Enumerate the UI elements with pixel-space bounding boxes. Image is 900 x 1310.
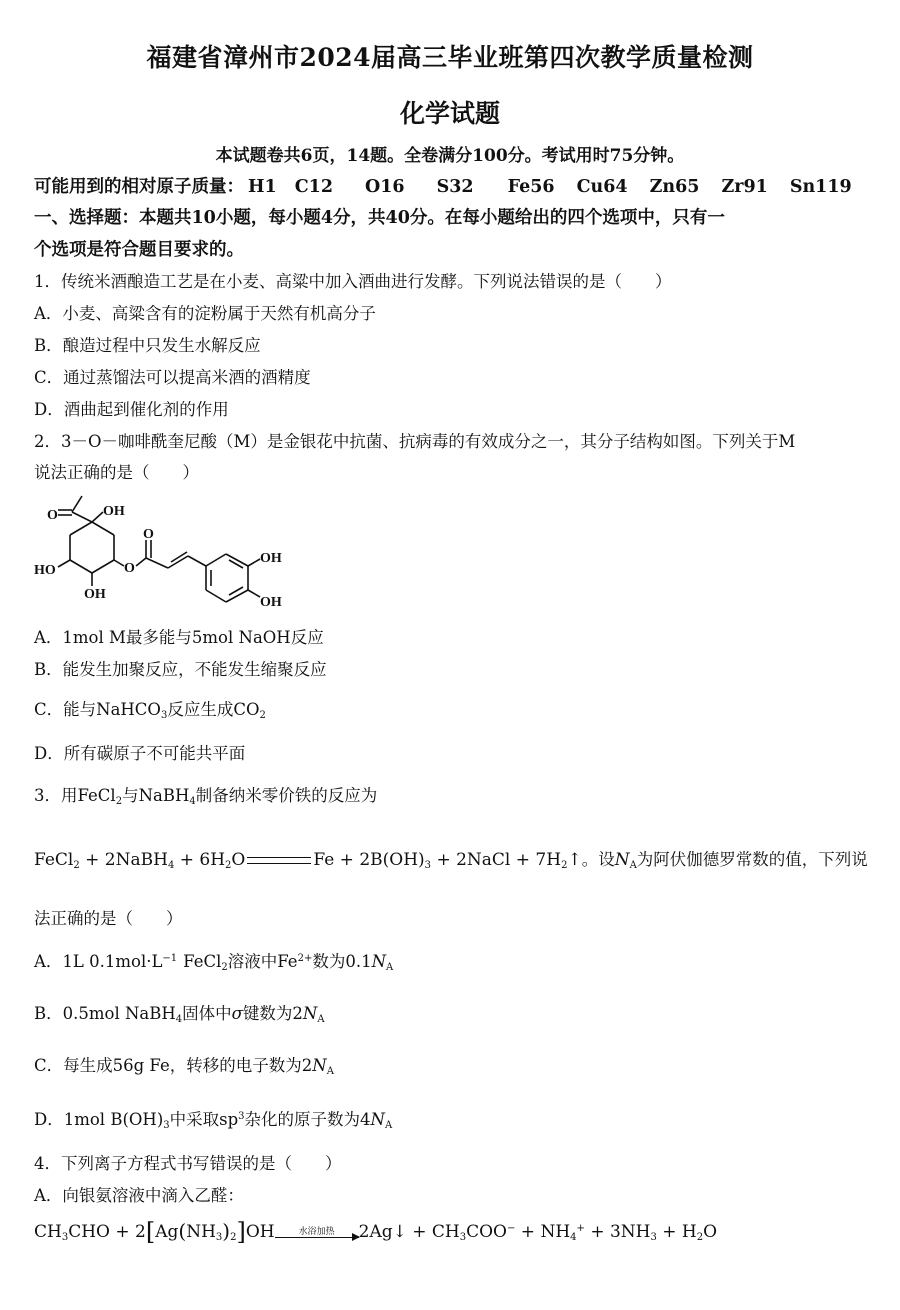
text: C．能与 <box>34 700 97 719</box>
text: ，转移的电子数为 <box>169 1056 302 1075</box>
eq-term: $Fe + 2B(OH)_3$ + 2NaCl + $7H_2↑$ <box>313 850 582 871</box>
superscript: 3 <box>238 1111 245 1122</box>
formula: FeCl <box>183 952 222 971</box>
eq-term: 2Ag↓ + $CH_3COO^- + NH_4^+ + 3NH_3 + H_2O$ <box>358 1222 718 1243</box>
q3-option-a <box>34 948 393 972</box>
q3-option-d <box>34 1106 392 1130</box>
formula: 1L 0.1mol·L <box>62 952 163 971</box>
mass-item: Cu64 <box>576 177 628 197</box>
superscript: −1 <box>162 953 178 964</box>
text: C．每生成 <box>34 1056 113 1075</box>
text: B． <box>34 1004 63 1023</box>
struct-label-oh: OH <box>260 551 282 566</box>
q1-stem: 1．传统米酒酿造工艺是在小麦、高粱中加入酒曲进行发酵。下列说法错误的是（ ） <box>34 272 672 291</box>
q1-option-b: B．酿造过程中只发生水解反应 <box>34 336 261 355</box>
text: 制备纳米零价铁的反应为 <box>195 786 378 805</box>
text: A． <box>34 952 63 971</box>
text: 固体中 <box>182 1004 232 1023</box>
atomic-masses <box>34 173 852 198</box>
subscript: A <box>386 962 394 973</box>
text: 中采取 <box>169 1110 220 1129</box>
q3-option-c <box>34 1052 334 1076</box>
atomic-masses-label: 可能用到的相对原子质量： <box>34 177 244 197</box>
struct-label-o: O <box>47 508 58 523</box>
q1-option-a: A．小麦、高粱含有的淀粉属于天然有机高分子 <box>34 304 376 323</box>
subscript: 3 <box>160 710 168 721</box>
na-symbol: N <box>312 1056 327 1075</box>
q3-stem <box>34 782 377 806</box>
text: 键数为 <box>242 1004 293 1023</box>
section-heading-cont: 个选项是符合题目要求的。 <box>34 240 244 260</box>
value: 2 <box>301 1056 313 1075</box>
formula: 1mol B(OH) <box>63 1110 164 1129</box>
sigma-symbol: σ <box>231 1004 243 1023</box>
q1-option-c: C．通过蒸馏法可以提高米酒的酒精度 <box>34 368 311 387</box>
mass-item: H1 <box>248 177 277 197</box>
q4-equation: $CH_3CHO + 2[Ag(NH_3)_2]OH$ 水浴加热 2Ag↓ + $CH_3COO^- + NH_4^+ + 3NH_3 + H_2O$ <box>34 1218 718 1246</box>
text: 3．用 <box>34 786 78 805</box>
subscript: A <box>629 860 637 871</box>
formula: 0.5mol NaBH <box>62 1004 176 1023</box>
molecular-structure <box>30 488 300 612</box>
struct-label-o: O <box>124 561 135 576</box>
q3-option-b <box>34 1000 325 1024</box>
subscript: A <box>384 1120 393 1131</box>
na-symbol: N <box>614 850 630 870</box>
subscript: A <box>326 1066 334 1077</box>
subscript: 3 <box>163 1120 170 1131</box>
eq-term: $NH_3$ <box>186 1222 223 1243</box>
subscript: 2 <box>115 796 123 807</box>
formula: NaHCO <box>96 700 161 719</box>
value: 0.1 <box>345 952 372 971</box>
equals-sign <box>247 857 311 864</box>
q2-stem-cont: 说法正确的是（ ） <box>34 463 199 482</box>
mass-item: Fe56 <box>507 177 555 197</box>
mass-item: S32 <box>436 177 474 197</box>
mass-item: Sn119 <box>789 177 852 197</box>
section-heading: 一、选择题：本题共10小题，每小题4分，共40分。在每小题给出的四个选项中，只有一 <box>34 208 725 228</box>
subject-title: 化学试题 <box>399 99 500 128</box>
struct-label-oh: OH <box>84 587 106 602</box>
paren: ( <box>178 1219 187 1243</box>
formula: FeCl <box>77 786 116 805</box>
superscript: 2+ <box>297 953 313 964</box>
q2-option-c <box>34 696 266 720</box>
formula: sp <box>219 1110 239 1129</box>
reaction-condition: 水浴加热 <box>298 1226 335 1237</box>
text: 反应生成 <box>167 700 234 719</box>
eq-term: FeCl$_2$ + 2NaBH$_4$ + $6H_2O$ <box>34 850 246 871</box>
eq-term: OH <box>245 1222 275 1242</box>
mass-item: Zr91 <box>721 177 768 197</box>
q3-stem-cont: 法正确的是（ ） <box>34 909 183 928</box>
eq-term: Ag <box>155 1222 179 1242</box>
text: D． <box>34 1110 64 1129</box>
q2-option-b: B．能发生加聚反应，不能发生缩聚反应 <box>34 660 327 679</box>
bracket: ] <box>236 1218 246 1246</box>
text: 为阿伏伽德罗常数的值，下列说 <box>636 850 868 869</box>
paren: ) <box>222 1219 231 1243</box>
mass-item: Zn65 <box>649 177 700 197</box>
subscript: 2 <box>259 710 266 721</box>
q4-option-a: A．向银氨溶液中滴入乙醛： <box>34 1186 244 1205</box>
struct-label-oh: OH <box>103 504 125 519</box>
subscript: 2 <box>221 962 228 973</box>
text: 。设 <box>581 850 615 869</box>
value: 2 <box>292 1004 303 1023</box>
text: 与 <box>122 786 139 805</box>
q4-stem: 4．下列离子方程式书写错误的是（ ） <box>34 1154 342 1173</box>
struct-label-oh: OH <box>260 595 282 610</box>
na-symbol: N <box>302 1004 318 1023</box>
value: 4 <box>360 1110 371 1129</box>
text: 溶液中 <box>227 952 278 971</box>
exam-info: 本试题卷共6页，14题。全卷满分100分。考试用时75分钟。 <box>215 146 685 166</box>
na-symbol: N <box>371 952 387 971</box>
text: 杂化的原子数为 <box>244 1110 361 1129</box>
formula: CO <box>233 700 260 719</box>
formula: Fe <box>277 952 298 971</box>
arrow-line <box>275 1237 359 1238</box>
mass-item: C12 <box>294 177 333 197</box>
subscript: A <box>317 1014 325 1025</box>
na-symbol: N <box>370 1110 385 1129</box>
text: 数为 <box>312 952 346 971</box>
q2-option-d: D．所有碳原子不可能共平面 <box>34 744 246 763</box>
q2-stem: 2．3－O－咖啡酰奎尼酸（M）是金银花中抗菌、抗病毒的有效成分之一，其分子结构如图。下列关于M <box>34 432 796 451</box>
subscript: 4 <box>189 796 196 807</box>
struct-label-ho: HO <box>34 563 56 578</box>
formula: 56g Fe <box>112 1056 170 1075</box>
struct-label-o: O <box>143 527 154 542</box>
subscript: 4 <box>175 1014 183 1025</box>
q2-option-a: A．1mol M最多能与5mol NaOH反应 <box>34 628 324 647</box>
q3-equation <box>34 846 868 870</box>
q1-option-d: D．酒曲起到催化剂的作用 <box>34 400 229 419</box>
page-title: 福建省漳州市2024届高三毕业班第四次教学质量检测 <box>146 43 754 72</box>
formula: NaBH <box>138 786 190 805</box>
reaction-arrow <box>275 1227 359 1238</box>
bracket: [ <box>145 1218 156 1246</box>
eq-term: $CH_3CHO + 2$ <box>34 1222 146 1243</box>
mass-item: O16 <box>365 177 405 197</box>
